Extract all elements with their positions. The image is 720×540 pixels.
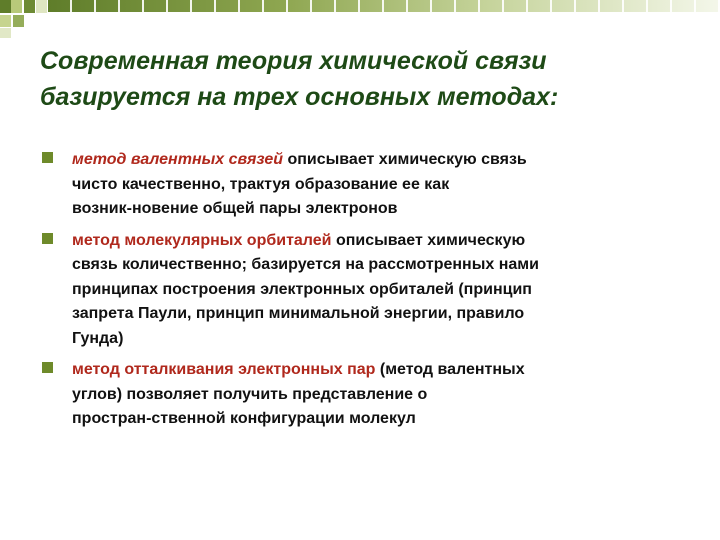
text-line	[72, 229, 678, 254]
decor-square	[0, 15, 11, 27]
text-line: принципах построения электронных орбиталей (принцип	[72, 280, 532, 298]
decor-square	[11, 0, 22, 13]
method-term: метод отталкивания электронных пар	[72, 361, 376, 378]
text-line: углов) позволяет получить представление о	[72, 385, 428, 403]
slide-title	[40, 43, 700, 115]
text-line: простран-ственной конфигурации молекул	[72, 410, 416, 427]
text-line: чисто качественно, трактуя образование ее как	[72, 175, 450, 193]
decor-square	[13, 15, 24, 27]
text-line: запрета Паули, принцип минимальной энергии, правило	[72, 305, 525, 322]
text-line	[72, 358, 678, 383]
method-term: метод молекулярных орбиталей	[72, 231, 332, 249]
list-item	[38, 229, 678, 352]
text-line: Гунда)	[72, 329, 124, 347]
square-bullet-icon	[42, 233, 53, 244]
item-text	[72, 229, 678, 352]
bullet-list	[38, 148, 678, 439]
list-item	[38, 358, 678, 432]
list-item	[38, 148, 678, 222]
title-line: Современная теория химической связи	[40, 47, 547, 75]
decor-square	[0, 28, 11, 38]
text-fragment: описывает химическую связь	[283, 151, 527, 168]
text-line: возник-новение общей пары электронов	[72, 200, 398, 217]
decor-square	[36, 0, 47, 13]
decor-square	[0, 0, 11, 13]
text-line	[72, 148, 678, 173]
text-fragment: описывает химическую	[331, 231, 526, 249]
title-line: базируется на трех основных методах:	[40, 83, 559, 111]
text-fragment: (метод валентных	[375, 361, 525, 378]
item-text	[72, 148, 678, 222]
method-term: метод валентных связей	[72, 151, 284, 168]
text-line: связь количественно; базируется на рассмотренных нами	[72, 256, 539, 273]
decor-square	[24, 0, 35, 13]
square-bullet-icon	[42, 362, 53, 373]
item-text	[72, 358, 678, 432]
top-bar-stripes	[48, 0, 720, 12]
square-bullet-icon	[42, 152, 53, 163]
